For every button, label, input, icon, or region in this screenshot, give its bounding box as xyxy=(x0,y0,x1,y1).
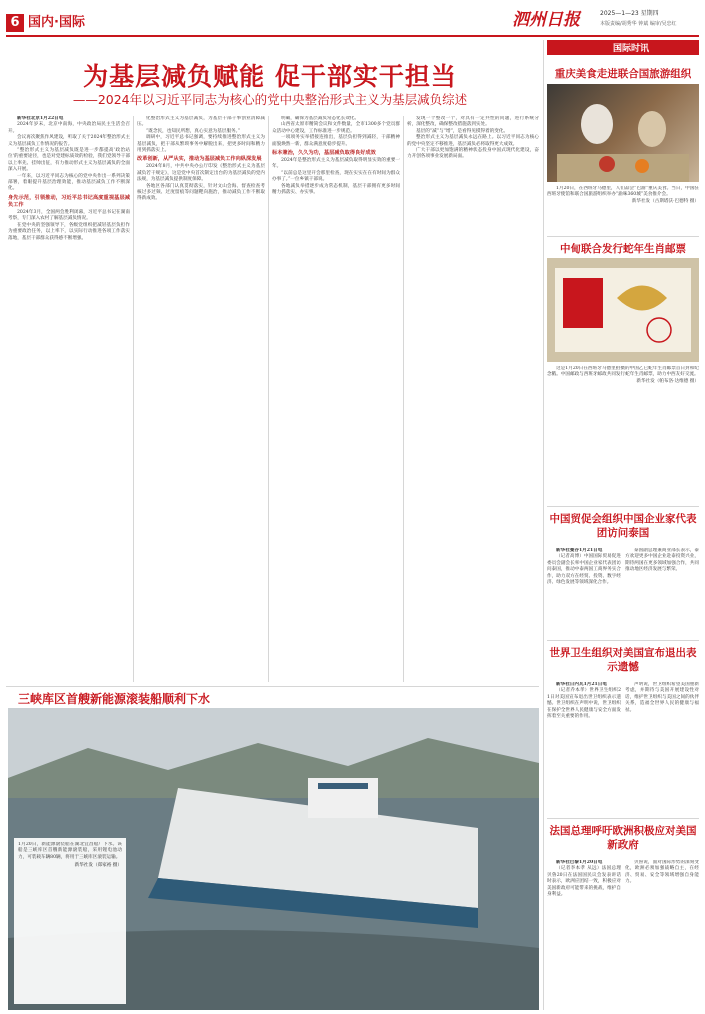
page-number: 6 xyxy=(6,14,24,32)
editor-credits: 本版责编/胡秀华 钟斌 编审/吴忠红 xyxy=(600,21,677,27)
paragraph: 一项项务实举措接连推出，基层负担得到减轻，干部精神面貌焕然一新，群众满意度稳步提升。 xyxy=(272,135,400,147)
article-column xyxy=(547,860,621,1010)
paragraph: 发现一个整改一个，对具有一定共性的问题，进行系统分析，深化整改，确保整改措施落到实处。 xyxy=(407,116,539,128)
article-divider xyxy=(547,640,699,641)
paragraph: 会议再次聚焦作风建设，听取了关于2024年整治形式主义为基层减负工作情况的报告。 xyxy=(8,135,130,147)
sidebar-divider xyxy=(543,40,544,1010)
caption-text: 1月20日，在西班牙马德里，人们品尝“巴渝”重庆美食。当日，中国驻西班牙使馆和联合国旅游组织举办“渝味360城”美食推介会。 xyxy=(547,186,699,198)
photo-caption xyxy=(547,186,699,232)
article-column xyxy=(625,548,699,640)
byline: 新华社北京1月22日电 xyxy=(17,116,64,121)
paragraph: 各地减负举措逐步成为常态机制，基层干部拥有更多时间精力抓落实、办实事。 xyxy=(272,183,400,196)
paragraph: 各地区各部门认真贯彻落实，针对文山会海、督查检查考核过多过频、过度留痕等问题靶向施治，推动减负工作不断取得新成效。 xyxy=(137,183,265,202)
lead-headline: 为基层减负赋能 促干部实干担当 xyxy=(83,62,457,91)
paragraph: 化整治形式主义为基层减负，为基层干部干事创业清障减压。 xyxy=(137,116,265,128)
lead-column-1 xyxy=(8,116,130,682)
page-header xyxy=(0,0,705,35)
issue-date: 2025—1—23 星期四 xyxy=(600,10,659,17)
ship-launch-photo xyxy=(8,708,539,1010)
byline: 新华社曼谷1月21日电 xyxy=(556,548,603,553)
banner-label: 国际时讯 xyxy=(613,44,650,54)
article-column xyxy=(547,682,621,816)
lead-column-3 xyxy=(272,116,400,682)
paragraph: “既念民，也知民所想，真心实意为基层服务。” xyxy=(146,128,241,134)
photo-caption: 1月20日，新能源滚装船在湖北宜昌船厂下水。该船是三峡库区首艘新能源滚装船，采用锂电池动力，可装载车辆80辆，将用于三峡库区滚装运输。 xyxy=(18,842,122,860)
article-divider xyxy=(547,506,699,507)
lead-column-2 xyxy=(137,116,265,682)
article-column xyxy=(625,682,699,816)
stamp-illustration xyxy=(547,258,699,362)
paragraph: 2024年岁末，北京中南海，中央政治局民主生活会召开。 xyxy=(8,122,130,134)
article-title: 中甸联合发行蛇年生肖邮票 xyxy=(560,243,686,255)
food-event-illustration xyxy=(547,84,699,182)
article-title: 法国总理呼吁欧洲积极应对美国新政府 xyxy=(549,825,697,851)
article-body: 贝鲁说，面对国际形势的深刻变化，欧洲必须加强战略自主，在经济、贸易、安全等领域增强自身能力。 xyxy=(625,860,699,885)
photo-story-title: 三峡库区首艘新能源滚装船顺利下水 xyxy=(18,692,211,706)
caption-text: 这是1月20日在西班牙马德里拍摄的中国乙巳蛇年生肖邮票首日封和纪念戳。中国邮政与西班牙邮政共同发行蛇年生肖邮票，助力中西友好交流。 xyxy=(547,366,699,378)
paragraph: 2024年8月，中共中央办公厅印发《整治形式主义为基层减负若干规定》，这是党中央首次制定出台的为基层减负的党内法规，为基层减负提供制度保障。 xyxy=(137,164,265,183)
article-body: （记者乔本孝）世界卫生组织21日对美国宣布退出世卫组织表示遗憾。世卫组织在声明中说，世卫组织在保护全世界人民健康与安全方面发挥着至关重要的作用。 xyxy=(547,688,621,720)
article-body: 泰国副总理兼商业部长表示，泰方欢迎更多中国企业赴泰投资兴业，期待两国在更多领域加强合作，共同推动地区经济发展与繁荣。 xyxy=(625,548,699,573)
article-body: 声明说，世卫组织希望美国重新考虑，并期待与美国开展建设性对话，维护世卫组织与美国之间的伙伴关系，造福全世界人民的健康与福祉。 xyxy=(625,682,699,713)
column-divider xyxy=(403,116,404,682)
paragraph: 在党中央的坚强领导下，各级党组织把减轻基层负担作为重要政治任务，以上率下，以实际行动推进各项工作落实落地，基层干部群众获得感不断增强。 xyxy=(8,222,130,241)
paragraph: 2024年3月，全国两会胜利闭幕，习近平总书记在湖南考察，专门深入农村了解基层减负情况。 xyxy=(8,209,130,222)
newspaper-logo: 泗州日报 xyxy=(512,10,580,30)
paragraph: 明确，确保为基层减负常态化长效化。 xyxy=(281,116,360,121)
paragraph: 整治形式主义为基层减负永远在路上。以习近平同志为核心的党中央坚定不移推进，基层减负必将取得更大成效。 xyxy=(407,135,539,147)
lead-column-4 xyxy=(407,116,539,682)
section-name: 国内·国际 xyxy=(28,15,85,30)
paragraph: “整治形式主义为基层减负既是进一步都提高'政治站位'的重要途径，也是对党建标质效的检验，我们党领导干部以上率先、挂帅出征，有力推动形式主义为基层减负的全面深入开展。 xyxy=(8,148,130,173)
paragraph: 基层的“减”与“增”，是看得见摸得着的变化。 xyxy=(416,128,509,134)
stamp-photo xyxy=(547,258,699,362)
food-event-photo xyxy=(547,84,699,182)
paragraph: 广大干部以更加饱满的精神状态投身中国式现代化建设，奋力开创各项事业发展新局面。 xyxy=(407,148,539,160)
paragraph: “以前总是这里开会那里检查，现在实实在在有时间为群众办事了。”一位乡镇干部说。 xyxy=(272,170,400,183)
lead-subheadline: ——2024年以习近平同志为核心的党中央整治形式主义为基层减负综述 xyxy=(72,92,468,107)
section-divider xyxy=(6,686,539,687)
section-banner xyxy=(547,40,699,55)
subsection-heading: 改革创新，从严从实，推动为基层减负工作向纵深发展 xyxy=(137,156,262,163)
photo-credit: 新华社发（古斯塔沃·巴德特 摄） xyxy=(631,198,699,204)
header-rule xyxy=(6,35,699,37)
photo-caption xyxy=(547,366,699,402)
article-title: 中国贸促会组织中国企业家代表团访问泰国 xyxy=(549,513,697,539)
column-divider xyxy=(133,116,134,682)
photo-credit: 新华社发（帕布洛·达维德 摄） xyxy=(636,378,699,384)
article-body: （记者李本孝 从远）法国总理贝鲁20日在法国国民议会发表讲话时表示，欧洲应团结一致，积极应对美国新政府可能带来的挑战，维护自身利益。 xyxy=(547,866,621,898)
article-title: 世界卫生组织对美国宣布退出表示遗憾 xyxy=(549,647,697,673)
article-divider xyxy=(547,818,699,819)
photo-credit: 新华社发（郑家裕 摄） xyxy=(74,863,122,869)
byline: 新华社巴黎1月20日电 xyxy=(556,860,603,865)
article-divider xyxy=(547,236,699,237)
photo-caption-box xyxy=(14,838,126,1004)
paragraph: 山西省太原市精简会议和文件数量，全市1300多个党员群众活动中心建设，工作标准进一步规范。 xyxy=(272,122,400,134)
article-column xyxy=(547,548,621,640)
paragraph: 调研中，习近平总书记强调，要持续推进整治形式主义为基层减负，把干部从繁琐事务中解脱出来，把更多时间和精力用到抓落实上。 xyxy=(137,135,265,154)
subsection-heading: 身先示范，引领推动，习近平总书记高度重视基层减负工作 xyxy=(8,194,130,208)
paragraph: 2024年是整治形式主义为基层减负取得明显实效的重要一年。 xyxy=(272,158,400,170)
article-title: 重庆美食走进联合国旅游组织 xyxy=(554,68,692,80)
article-body: （记者高博）中国国际贸易促进委员会副会长率中国企业家代表团访问泰国，推动中泰两国工商界务实合作，助力双方在经贸、投资、数字经济、绿色发展等领域深化合作。 xyxy=(547,554,621,586)
byline: 新华社日内瓦1月21日电 xyxy=(556,682,607,687)
article-column xyxy=(625,860,699,1010)
column-divider xyxy=(268,116,269,682)
subsection-heading: 标本兼治，久久为功，基层减负取得良好成效 xyxy=(272,150,376,157)
paragraph: 一年来，以习近平同志为核心的党中央作出一系列决策部署，着眼提升基层治理效能，推动基层减负工作不断深化。 xyxy=(8,173,130,192)
